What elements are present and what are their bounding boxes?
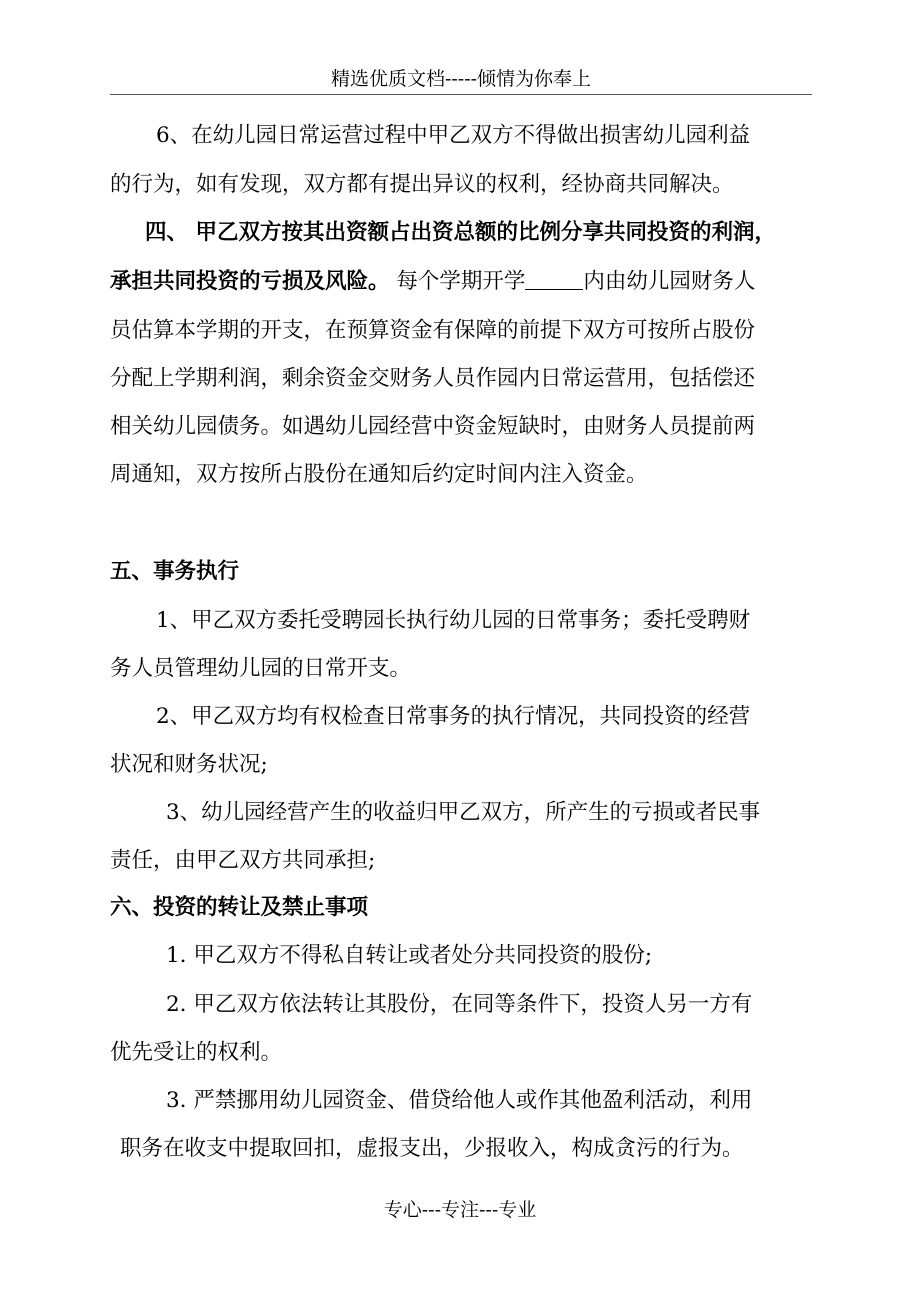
section-4-line-4: 分配上学期利润，剩余资金交财务人员作园内日常运营用，包括偿还 [110,366,756,391]
header-text: 精选优质文档-----倾情为你奉上 [330,68,592,90]
section-5-item-2-line-1: 2、甲乙双方均有权检查日常事务的执行情况，共同投资的经营 [156,704,751,729]
section-4-heading: 四、 甲乙双方按其出资额占出资总额的比例分享共同投资的利润， [145,220,776,245]
section-6-item-2-line-2: 优先受让的权利。 [110,1040,283,1065]
section-5-item-1-line-2: 务人员管理幼儿园的日常开支。 [110,656,412,681]
section-5-item-1-line-1: 1、甲乙双方委托受聘园长执行幼儿园的日常事务；委托受聘财 [156,608,751,633]
section-5-item-3-line-2: 责任，由甲乙双方共同承担; [110,848,376,873]
section-4-line-6: 周通知，双方按所占股份在通知后约定时间内注入资金。 [110,462,648,487]
page-footer [0,1195,920,1225]
section-4-line-3: 员估算本学期的开支，在预算资金有保障的前提下双方可按所占股份 [110,318,756,343]
section-5-item-3-line-1: 3、幼儿园经营产生的收益归甲乙双方，所产生的亏损或者民事 [166,800,761,825]
page-header [110,64,812,95]
section-4-heading-cont: 承担共同投资的亏损及风险。 [110,269,390,294]
section-4-line-2 [110,267,755,297]
section-6-item-3-line-1: 3. 严禁挪用幼儿园资金、借贷给他人或作其他盈利活动，利用 [166,1088,753,1113]
section-4-text-b: 内由幼儿园财务人 [583,269,756,294]
section-4-text-a: 每个学期开学 [389,269,526,294]
clause-6-line-1: 6、在幼儿园日常运营过程中甲乙双方不得做出损害幼儿园利益 [156,123,751,148]
section-6-item-1: 1. 甲乙双方不得私自转让或者处分共同投资的股份; [166,943,653,968]
section-6-heading: 六、投资的转让及禁止事项 [110,895,369,920]
clause-6-line-2: 的行为，如有发现，双方都有提出异议的权利，经协商共同解决。 [110,172,734,197]
section-5-heading: 五、事务执行 [110,559,240,584]
section-6-item-3-line-2: 职务在收支中提取回扣，虚报支出，少报收入，构成贪污的行为。 [120,1136,744,1161]
footer-text: 专心---专注---专业 [383,1199,537,1221]
section-5-item-2-line-2: 状况和财务状况; [110,752,268,777]
section-4-line-5: 相关幼儿园债务。如遇幼儿园经营中资金短缺时，由财务人员提前两 [110,414,756,439]
section-6-item-2-line-1: 2. 甲乙双方依法转让其股份，在同等条件下，投资人另一方有 [166,992,753,1017]
fill-in-blank [525,269,583,290]
